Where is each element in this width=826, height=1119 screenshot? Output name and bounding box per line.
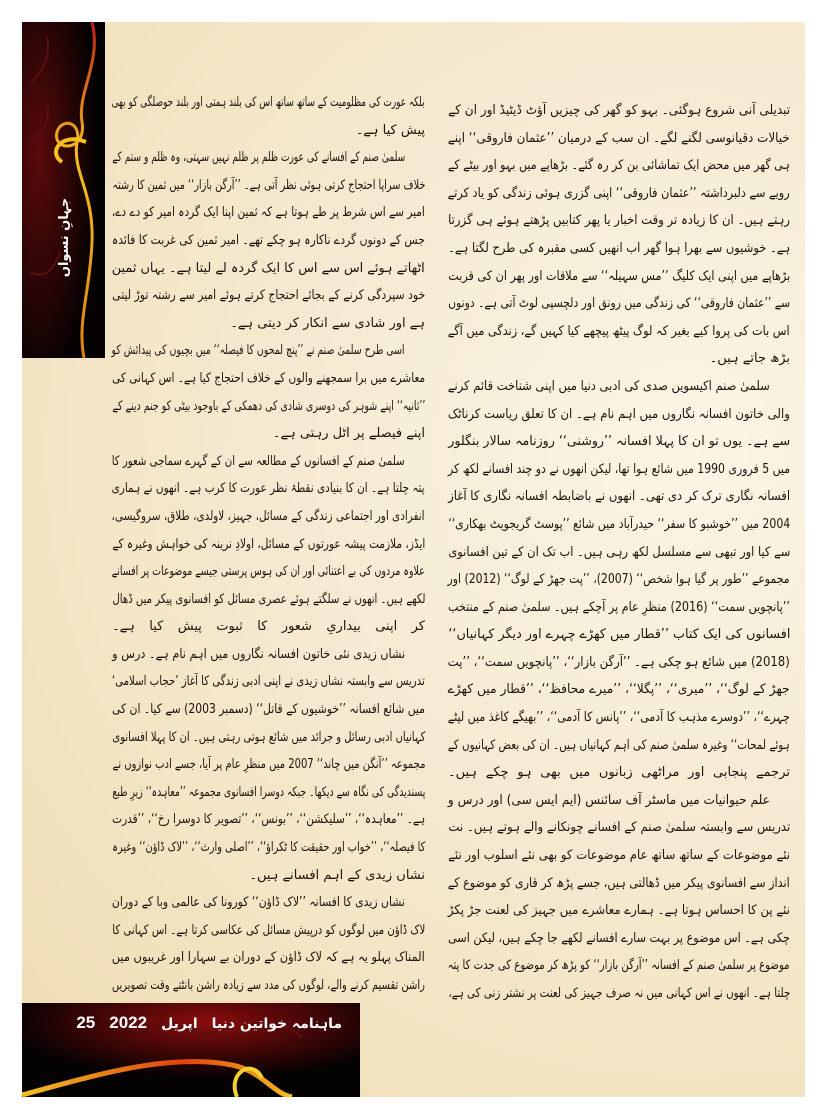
text-line-content: رہتے ہیں۔ ان کا زیادہ تر وقت اخبار یا پھر کتابیں پڑھتے ہوئے ہی گزرتا [448,213,790,229]
text-line [112,420,425,448]
issue-year: 2022 [109,1013,148,1032]
text-line-content: پسندیدگی کی نگاہ سے دیکھا۔ جبکہ دوسرا افسانوی مجموعہ ’’معاہدہ‘‘ زیرِ طبع [112,784,425,800]
text-line-content: خیالات دقیانوسی لگنے لگے۔ ان سب کے درمیان ’’عثمان فاروقی‘‘ اپنے [448,130,790,146]
text-line-content: انداز سے افسانوی پیکر میں ڈھالتی ہیں، جسے پڑھ کر قاری کو موضوع کے [448,875,790,891]
text-line-content: سلمیٰ صنم کے افسانوں کے مطالعہ سے ان کے گہرے سماجی شعور کا [112,453,405,469]
left-text-column [112,89,425,1000]
text-line [112,503,425,531]
text-line-content: افسانہ نگاری ترک کر دی تھی۔ انھوں نے باضابطہ افسانہ نگاری کا آغاز [448,489,790,505]
text-line-content: سے ’’عثمان فاروقی‘‘ کی زندگی میں رونق اور دلچسپی لوٹ آتی ہے۔ دونوں [448,296,790,312]
text-line-content: تدریس سے وابستہ سلمیٰ صنم کے افسانے چونکانے والے ہوتے ہیں۔ نت [448,820,790,836]
text-line-content: علم حیوانیات میں ماسٹر آف سائنس (ایم ایس سی) اور درس و [448,792,770,808]
text-line [112,393,425,421]
page-footer [22,1003,360,1097]
text-line-content: نشاں زیدی کا افسانہ ’’لاک ڈاؤن‘‘ کورونا کی عالمی وبا کے دوران [112,895,405,911]
text-line-content: انفرادی اور اجتماعی زندگی کے مسائل، جہیز، لاولدی، طلاق، سروگیسی، [112,508,425,524]
text-line [112,806,425,834]
text-line [112,779,425,807]
text-line-content: (2018) میں شائع ہو چکی ہے۔ ’’آرگن بازار‘‘، ’’پانچویں سمت‘‘، ’’پت [448,654,790,670]
text-line-content: تبدیلی آنی شروع ہوگئی۔ بہو کو گھر کی چیزیں آؤٹ ڈیٹیڈ اور ان کے [448,103,790,118]
text-line [112,972,425,1000]
text-line [448,870,790,898]
text-line-content: ہے اور شادی سے انکار کر دیتی ہے۔ [230,315,425,331]
text-line [112,696,425,724]
text-line-content: چکی ہے۔ اس موضوع پر بہت سارے افسانے لکھے جا چکے ہیں، لیکن اسی [448,930,790,946]
text-line [112,724,425,752]
text-line [112,668,425,696]
text-line [448,649,790,677]
text-line-content: ہے۔ ’’معاہدہ‘‘، ’’سلیکشن‘‘، ’’بونس‘‘، ’’تصویر کا دوسرا رخ‘‘، ’’قدرت [112,812,425,828]
text-line-content: خود سپردگی کرنے کے بجائے احتجاج کرتے ہوئے امیر سے رشتہ توڑ لیتی [112,288,425,304]
text-line [448,594,790,622]
text-line-content: ہے۔ خوشیوں سے بھرا ہوا گھر اب انھیں کسی مقبرہ کی طرح لگتا ہے۔ [448,240,790,256]
text-line [448,180,790,208]
text-line-content: کر اپنی بیداریِ شعور کا ثبوت پیش کیا ہے۔ [112,619,425,635]
text-line-content: اٹھاتے ہوئے اس سے اس کا ایک گردہ لے لیتا ہے۔ یہاں ثمین [112,260,425,276]
text-line-content: کا فیصلہ‘‘، ’’خواب اور حقیقت کا ٹکراؤ‘‘، ’’اصلی وارث‘‘، ’’لاک ڈاؤن‘‘ وغیرہ [112,840,425,856]
text-line-content: مجموعے ’’طور پر گیا ہوا شخص‘‘ (2007)، ’’پت جھڑ کے لوگ‘‘ (2012) اور [448,572,790,588]
text-line-content: راشن تقسیم کرنے والے، لوگوں کی مدد سے زیادہ راشن بانٹتے وقت تصویریں [112,978,425,993]
text-line-content: اس بات کی پروا کیے بغیر کہ لوگ پیٹھ پیچھے کیا کہیں گے، زندگی میں آگے [448,323,790,339]
text-line-content: کہانیاں ادبی رسائل و جرائد میں شائع ہوتی رہتی ہیں۔ ان کا پہلا افسانوی [112,729,425,745]
text-line-content: ہی گھر میں محض ایک تماشائی بن کر رہ گئے۔ بڑھاپے میں بہو اور بیٹے کے [448,158,790,174]
text-line-content: بڑھ جاتے ہیں۔ [709,351,790,367]
text-line-content: اپنے فیصلے پر اٹل رہتی ہے۔ [272,426,425,442]
text-line-content: بلکہ عورت کی مظلومیت کے ساتھ ساتھ اس کی بلند ہمتی اور بلند حوصلگی کو بھی [112,95,425,110]
text-line [112,586,425,614]
text-line [448,290,790,318]
text-line-content: نشاں زیدی کے اہم افسانے ہیں۔ [249,867,425,883]
text-line-content: مجموعہ ’’آنگن میں چاند‘‘ 2007 میں منظرِ عام پر آیا، جسے ادب نوازوں نے [112,757,425,773]
text-line [112,862,425,890]
text-line-content: چہرے‘‘، ’’دوسرے مذہب کا آدمی‘‘، ’’پانس کا آدمی‘‘، ’’بھیگے کاغذ میں لپٹے [448,710,790,726]
text-line-content: جھڑ کے لوگ‘‘، ’’میری‘‘، ’’پگلا‘‘، ’’میرے محافظ‘‘، ’’قطار میں کھڑے [448,682,790,698]
text-line [112,531,425,559]
text-line-content: ترجمے پنجابی اور مراٹھی زبانوں میں بھی ہو چکے ہیں۔ [448,765,790,781]
text-line [112,117,425,145]
text-line-content: میں 5 فروری 1990 میں شائع ہوا تھا، لیکن انھوں نے دو چند افسانے لکھ کر [448,461,790,477]
text-line-content: سے ہے۔ یوں تو ان کا پہلا افسانہ ’’روشنی‘‘ روزنامہ سالار بنگلور [448,434,790,450]
text-line-content: تدریس سے وابستہ نشاں زیدی نے اپنی ادبی زندگی کا آغاز ’حجاب اسلامی‘ [112,674,425,690]
text-line-content: افسانوں کی ایک کتاب ’’قطار میں کھڑے چہرے اور دیگر کہانیاں‘‘ [448,627,790,643]
text-line-content: نشاں زیدی نئی خاتون افسانہ نگاروں میں اہم نام ہے۔ درس و [112,646,405,662]
text-line-content: اسی طرح سلمیٰ صنم نے ’’پنچ لمحوں کا فیصلہ‘‘ میں بچیوں کی پیدائش کو [112,343,405,359]
text-line-content: سلمیٰ صنم کے افسانے کی عورت ظلم پر ظلم نہیں سہتی، وہ ظلم و ستم کے [112,150,405,166]
text-line [448,511,790,539]
text-line [448,980,790,1008]
text-line-content: لکھے ہیں۔ انھوں نے سلگتے ہوئے عصری مسائل کو افسانوی پیکر میں ڈھال [112,591,425,607]
text-line [112,365,425,393]
text-line [112,282,425,310]
text-line [112,337,425,365]
text-line-content: سے کیا اور تبھی سے مسلسل لکھ رہی ہیں۔ اب تک ان کے تین افسانوی [448,544,790,560]
text-line [112,889,425,917]
text-line [448,125,790,153]
text-line [448,621,790,649]
text-line [448,759,790,787]
text-line [448,483,790,511]
text-line [448,428,790,456]
text-line [112,613,425,641]
right-text-column [448,97,790,1008]
text-line [448,207,790,235]
text-line [112,944,425,972]
text-line [448,401,790,429]
text-line-content: ’’پانچویں سمت‘‘ (2016) منظرِ عام پر آچکے ہیں۔ سلمیٰ صنم کے منتخب [448,599,790,615]
text-line-content: نئے پن کا احساس ہوتا ہے۔ ہمارے معاشرے میں جہیز کی لعنت جڑ پکڑ [448,903,790,919]
text-line-content: المناک پہلو یہ ہے کہ لاک ڈاؤن کے دوران بے سہارا اور غریبوں میں [112,950,425,966]
text-line [112,199,425,227]
text-line [448,842,790,870]
text-line [448,925,790,953]
text-line [448,373,790,401]
text-line-content: لاک ڈاؤن میں لوگوں کو درپیش مسائل کی عکاسی کرتا ہے۔ اس کہانی کا [112,922,425,938]
text-line [448,97,790,125]
section-label: جہانِ نسواں [57,197,73,277]
text-line [448,263,790,291]
text-line [448,732,790,760]
footer-text [76,1013,342,1033]
text-line [448,814,790,842]
text-line [112,255,425,283]
text-line [112,641,425,669]
text-line [448,676,790,704]
text-line [112,172,425,200]
text-line-content: جس کے دونوں گردے ناکارہ ہو چکے تھے۔ امیر ثمین کی غربت کا فائدہ [112,232,425,248]
text-line-content: رویے سے دلبرداشتہ ’’عثمان فاروقی‘‘ اپنی گزری ہوئی زندگی کو یاد کرتے [448,185,790,201]
text-line [448,152,790,180]
text-line-content: موضوع پر سلمیٰ صنم کے افسانہ ’’آرگن بازار‘‘ کو پڑھ کر موضوع کی جدت کا پتہ [448,958,790,974]
text-line [448,456,790,484]
text-line [112,310,425,338]
text-line-content: میں شائع افسانہ ’’خوشیوں کے قاتل‘‘ (دسمبر 2003) سے کیا۔ ان کی [112,702,425,718]
text-line [112,227,425,255]
text-line [112,475,425,503]
text-line-content: چلتا ہے۔ انھوں نے اس کہانی میں نہ صرف جہیز کی لعنت پر نشتر زنی کی ہے، [448,986,790,1001]
text-line [112,834,425,862]
text-line-content: ایڈز، ملازمت پیشہ عورتوں کے مسائل، اولادِ نرینہ کی خواہش وغیرہ کے [112,536,425,552]
text-line [448,539,790,567]
text-line [112,448,425,476]
text-line-content: والی خاتون افسانہ نگاروں میں اہم نام ہے۔ ان کا تعلق ریاست کرناٹک [448,406,790,422]
text-line-content: ہوئے لمحات‘‘ وغیرہ سلمیٰ صنم کی اہم کہانیاں ہیں۔ ان کی بعض کہانیوں کے [448,737,790,753]
text-line [112,144,425,172]
magazine-name: ماہنامہ خواتین دنیا [211,1016,342,1032]
text-line-content: نئے موضوعات کے ساتھ ساتھ عام موضوعات کو بھی نئے اسلوب اور نئے [448,848,790,864]
text-line-content: امیر سے اس شرط پر طے ہوتا ہے کہ ثمین اپنا ایک گردہ امیر کو دے دے، [112,205,425,221]
text-line [112,751,425,779]
text-line [448,318,790,346]
text-line [448,235,790,263]
text-line-content: علاوہ مردوں کی بے اعتنائی اور ان کی ہوس پرستی جیسے موضوعات پر افسانے [112,564,425,580]
page-number: 25 [76,1013,96,1032]
text-line-content: بڑھاپے میں اپنی ایک کلیگ ’’مس سہیلہ‘‘ سے ملاقات اور پھر ان کی قربت [448,268,790,284]
text-line-content: خلاف سراپا احتجاج کرتی ہوئی نظر آتی ہے۔ ’’آرگن بازار‘‘ میں ثمین کا رشتہ [112,177,425,193]
text-line [112,89,425,117]
text-line [448,952,790,980]
issue-month: اپریل [161,1016,198,1032]
text-line-content: پیش کیا ہے۔ [355,122,425,138]
text-line [112,558,425,586]
text-line [448,897,790,925]
text-line-content: 2004 میں ’’خوشبو کا سفر‘‘ حیدرآباد میں شائع ’’پوسٹ گریجویٹ بھکاری‘‘ [448,516,790,532]
text-line-content: پتہ چلتا ہے۔ ان کا بنیادی نقطۂ نظر عورت کا کرب ہے۔ انھوں نے ہماری [112,481,425,497]
text-line-content: ’’ثانیہ‘‘ اپنے شوہر کی دوسری شادی کی دھمکی کے باوجود بیٹی کو جنم دینے کے [112,398,425,414]
text-line [448,787,790,815]
text-line [448,704,790,732]
text-line-content: معاشرے میں برا سمجھنے والوں کے خلاف احتجاج کیا ہے۔ اس کہانی کی [112,370,425,386]
text-line [112,917,425,945]
text-line [448,345,790,373]
text-line [448,566,790,594]
text-line-content: سلمیٰ صنم اکیسویں صدی کی ادبی دنیا میں اپنی شناخت قائم کرنے [448,378,770,394]
